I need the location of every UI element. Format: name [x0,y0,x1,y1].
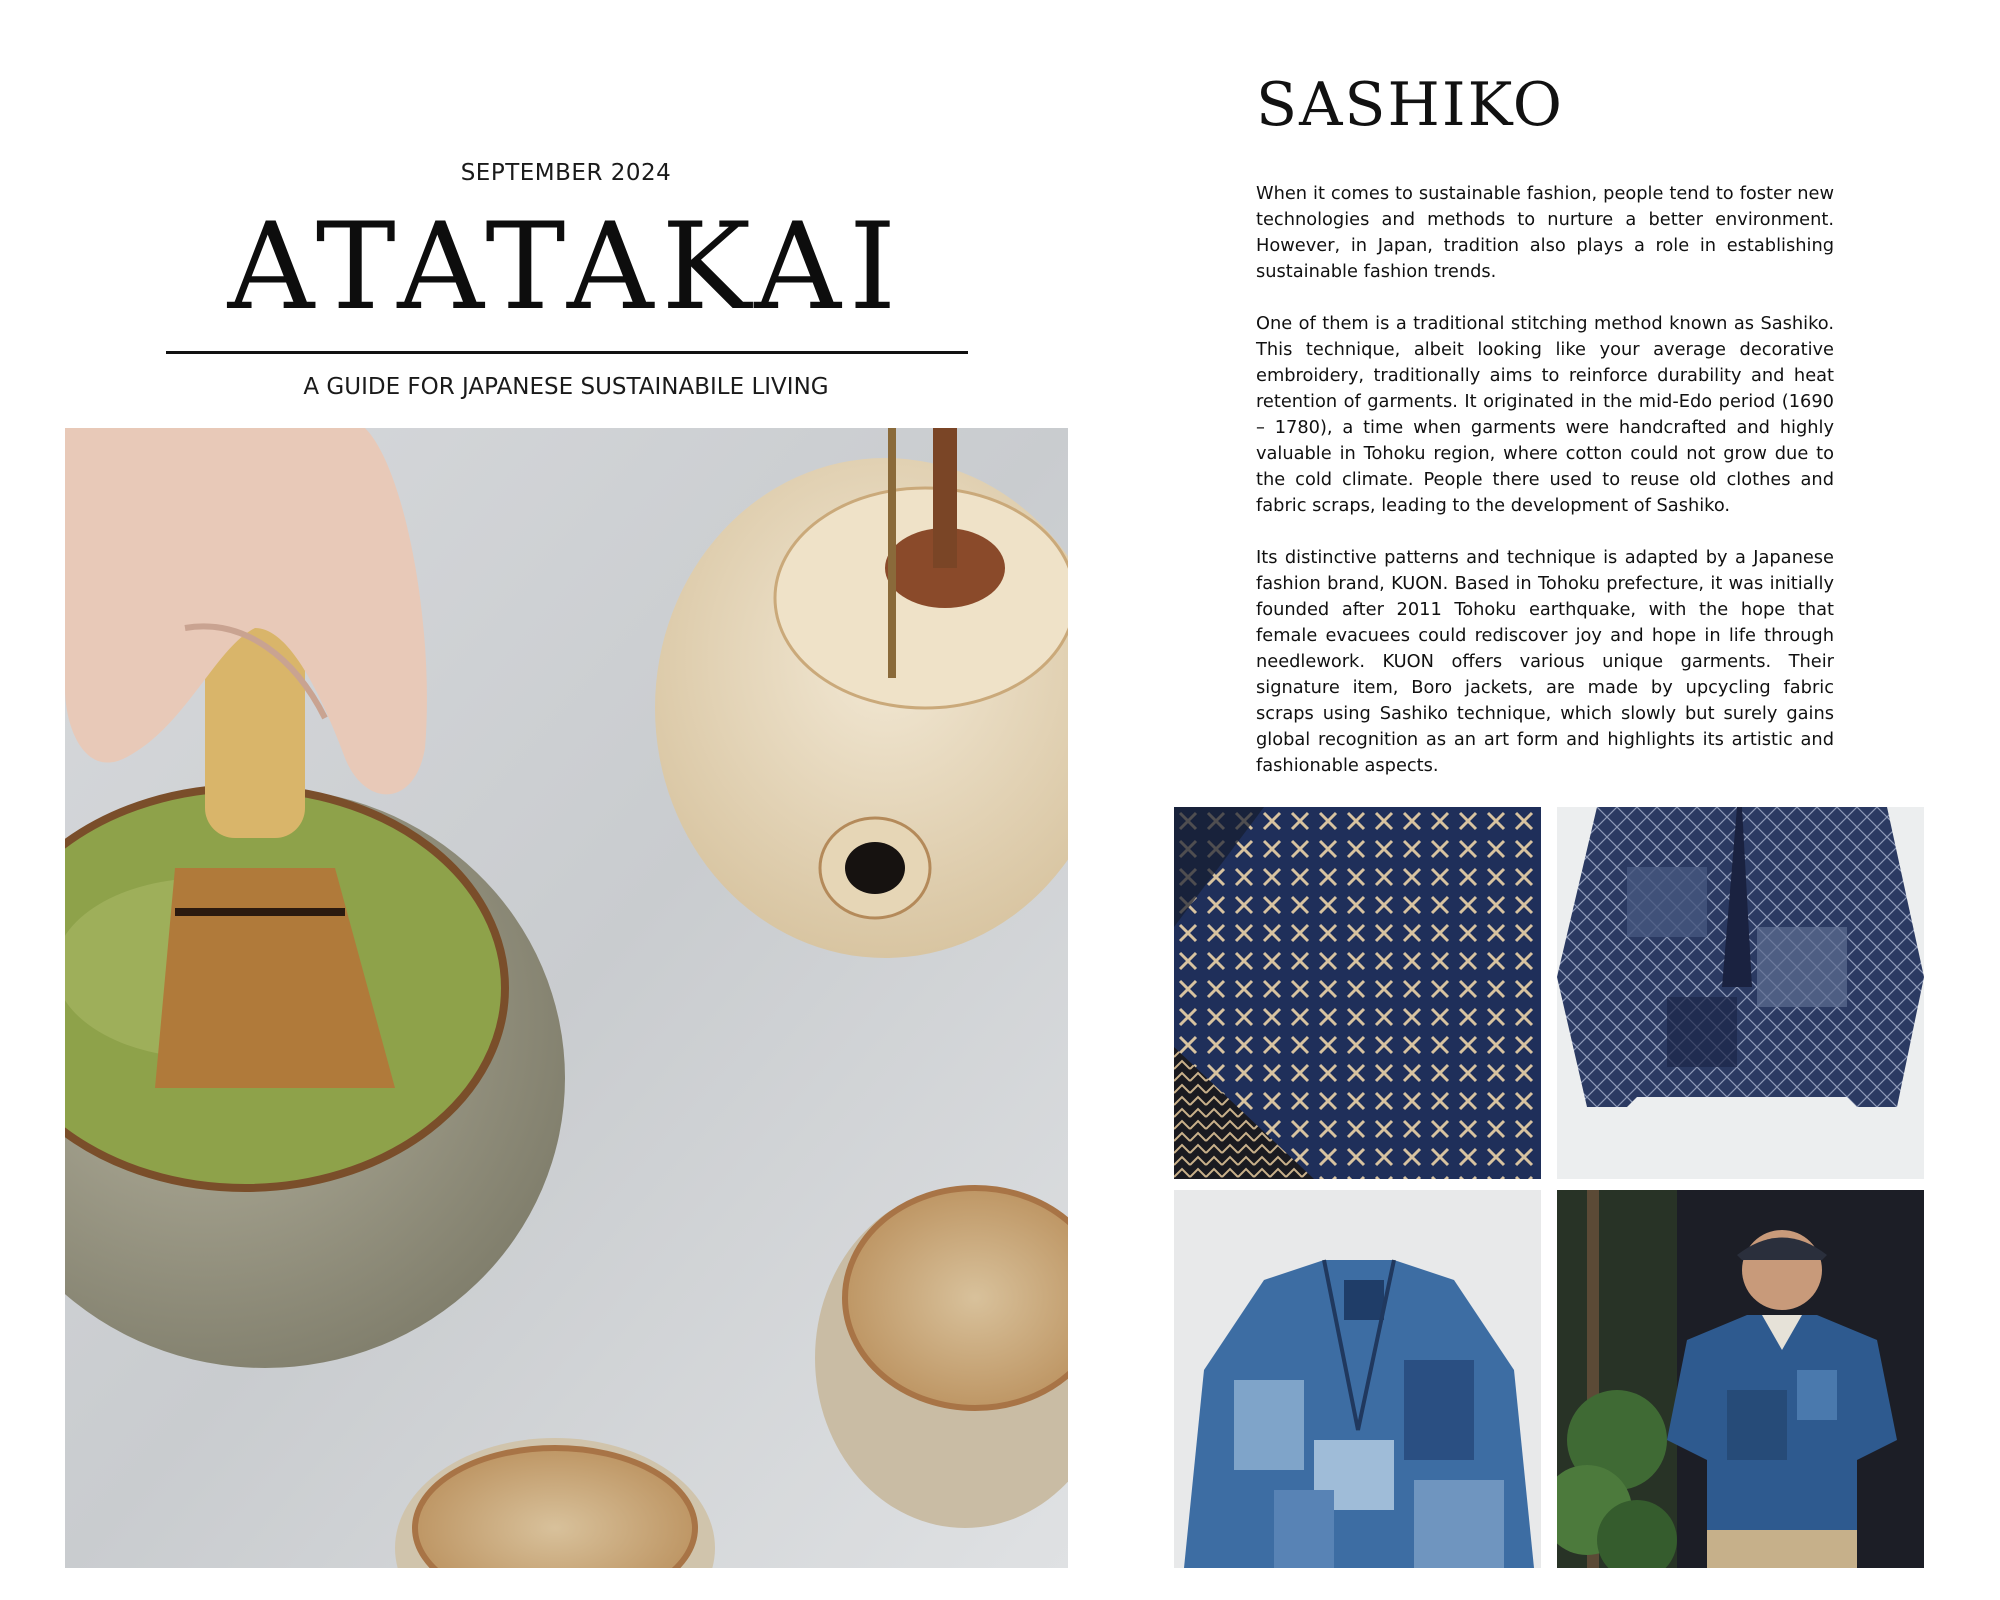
magazine-tagline: A GUIDE FOR JAPANESE SUSTAINABILE LIVING [303,374,829,400]
magazine-title: ATATAKAI [227,198,905,337]
title-divider [166,351,968,354]
article-paragraph: When it comes to sustainable fashion, people tend to foster new technologies and methods to nurture a better environment. However, in Japan, tradition also plays a role in establishing sustainable fashion trends. [1256,183,1834,282]
matcha-photo [65,428,1068,1568]
sashiko-stitch-closeup-photo [1174,807,1541,1179]
article-paragraph: One of them is a traditional stitching method known as Sashiko. This technique, albeit looking like your average decorative embroidery, traditionally aims to reinforce durability and heat retention of garments. It originated in the mid-Edo period (1690 – 1780), a time when garments were handcrafted and highly valuable in Tohoku region, where cotton could not grow due to the cold climate. People there used to reuse old clothes and fabric scraps, leading to the development of Sashiko. [1256,313,1834,516]
boro-jacket-photo [1174,1190,1541,1568]
issue-date: SEPTEMBER 2024 [460,160,672,186]
article-title: SASHIKO [1256,70,1564,140]
article-paragraph: Its distinctive patterns and technique is adapted by a Japanese fashion brand, KUON. Based in Tohoku prefecture, it was initially founded after 2011 Tohoku earthquake, with the hope that female evacuees could rediscover joy and hope in life through needlework. KUON offers various unique garments. Their signature item, Boro jackets, are made by upcycling fabric scraps using Sashiko technique, which slowly but surely gains global recognition as an art form and highlights its artistic and fashionable aspects. [1256,547,1834,776]
patchwork-jacket-photo [1557,807,1924,1179]
man-in-sashiko-shirt-photo [1557,1190,1924,1568]
